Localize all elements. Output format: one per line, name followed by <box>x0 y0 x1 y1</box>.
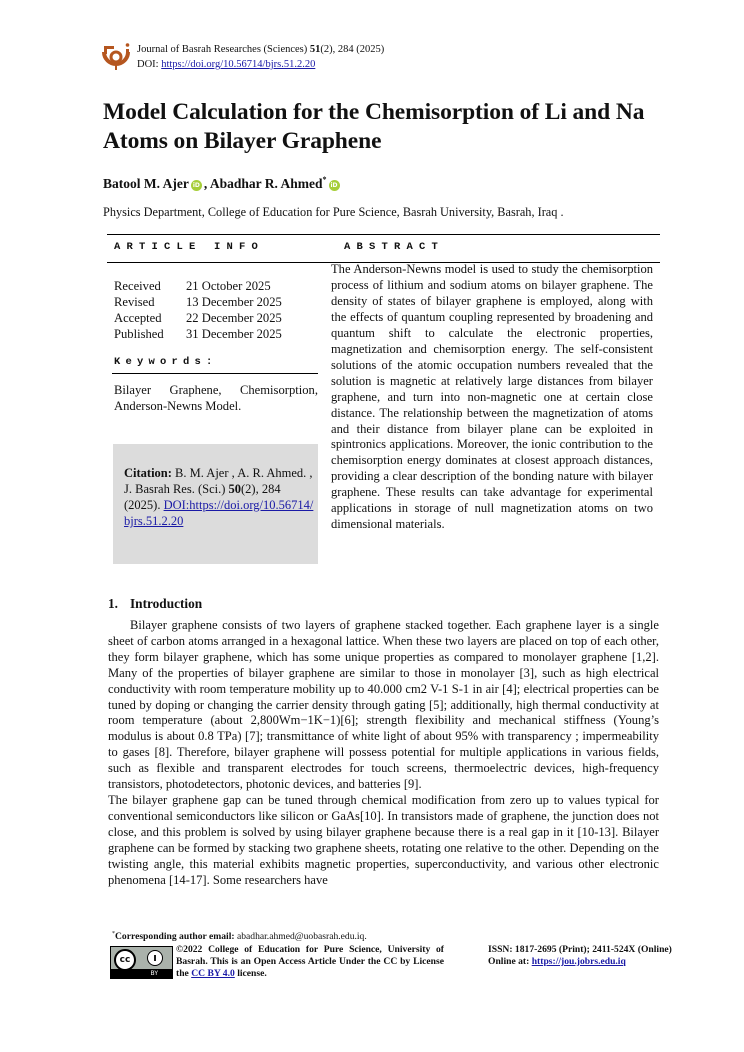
cc-badge-strip <box>111 969 172 978</box>
author-list <box>103 172 342 192</box>
citation-issue: (2), 284 (2025). <box>124 482 281 512</box>
date-label: Received <box>114 279 161 293</box>
issn-block <box>488 944 672 968</box>
date-row <box>114 310 282 326</box>
license-text <box>176 944 444 980</box>
date-label: Published <box>114 327 164 341</box>
doi-line <box>137 58 315 72</box>
date-row <box>114 326 282 342</box>
corresponding-mark: * <box>112 931 115 937</box>
keywords-divider <box>112 373 318 374</box>
author-name: Abadhar R. Ahmed <box>209 176 323 191</box>
corresponding-author <box>112 931 367 942</box>
by-label: BY <box>150 970 158 977</box>
date-label: Accepted <box>114 311 162 325</box>
corresponding-label: Corresponding author email: <box>115 931 235 943</box>
date-row <box>114 294 282 310</box>
abstract-heading: ABSTRACT <box>344 241 445 253</box>
online-link[interactable]: https://jou.jobrs.edu.iq <box>531 956 626 967</box>
paper-title: Model Calculation for the Chemisorption of Li and Na Atoms on Bilayer Graphene <box>103 99 645 154</box>
affiliation: Physics Department, College of Education for Pure Science, Basrah University, Basrah, Iraq . <box>103 205 564 219</box>
journal-citation-line <box>137 43 384 57</box>
orcid-icon[interactable]: iD <box>330 182 338 189</box>
paragraph: The bilayer graphene gap can be tuned through chemical modification from zero up to values typical for conventional semiconductors like silicon or GaAs[10]. In transistors made of graphene, the junction does not close, and this problem is solved by using bilayer graphene because there is a real gap in it [10-13]. Bilayer graphene can be formed by stacking two graphene sheets, rotating one relative to the other. Depending on the twisting angle, this material exhibits magnetic properties, superconductivity, and various other electronic phenomena [14-17]. Some researchers have <box>108 792 659 887</box>
section-heading <box>108 596 202 612</box>
article-dates <box>114 278 282 342</box>
online-label: Online at: <box>488 956 532 967</box>
doi-label: DOI: <box>137 59 162 70</box>
cc-by-license-icon[interactable] <box>110 946 173 979</box>
license-prefix: ©2022 College of Education for Pure Science, University of Basrah. This is an Open Access Article Under the CC by License the <box>176 944 444 979</box>
citation-doi-link[interactable]: DOI:https://doi.org/10.56714/bjrs.51.2.20 <box>124 498 314 528</box>
keywords-heading: Keywords: <box>114 356 218 368</box>
keywords-text: Bilayer Graphene, Chemisorption, Anderson-Newns Model. <box>114 383 318 413</box>
citation-label: Citation: <box>124 466 172 480</box>
attribution-person-icon: ı <box>147 950 163 966</box>
section-number: 1. <box>108 596 118 611</box>
date-label: Revised <box>114 295 155 309</box>
author-name: Batool M. Ajer <box>103 176 189 191</box>
citation-box <box>113 444 318 564</box>
doi-link[interactable]: https://doi.org/10.56714/bjrs.51.2.20 <box>161 59 316 70</box>
citation-volume: 50 <box>228 482 241 496</box>
introduction-body <box>108 618 659 888</box>
orcid-icon[interactable]: iD <box>192 182 200 189</box>
date-value: 13 December 2025 <box>186 295 282 309</box>
divider <box>107 234 660 235</box>
date-value: 31 December 2025 <box>186 327 282 341</box>
license-link[interactable]: CC BY 4.0 <box>191 968 235 979</box>
citation-text <box>124 465 314 529</box>
journal-name: Journal of Basrah Researches (Sciences) <box>137 44 310 55</box>
journal-volume: 51 <box>309 44 321 55</box>
date-row <box>114 278 282 294</box>
cc-icon: cc <box>114 949 136 971</box>
article-info-heading: ARTICLE INFO <box>114 241 265 253</box>
author-separator: , <box>203 176 210 191</box>
paragraph: Bilayer graphene consists of two layers of graphene stacked together. Each graphene layer is a single sheet of carbon atoms arranged in a hexagonal lattice. When these two layers are placed on top of each other, they form bilayer graphene, which has some unique properties as compared to monolayer graphene [1,2]. Many of the properties of bilayer graphene are similar to those in monolayer [3], such as high electrical conductivity with room temperature mobility up to 40.000 cm2 V-1 S-1 in air [4]; electrical properties can be tuned by doping or changing the carrier density through gating [5]; additionally, high thermal conductivity at room temperature (about 2,800Wm−1K−1)[6]; strength flexibility and mechanical stiffness (Young’s modulus is about 0.8 TPa) [7]; transmittance of white light of about 95% with transparency ; impermeability to gases [8]. Therefore, bilayer graphene will possess potential for multiple applications in various fields, such as flexible and transparent electrodes for touch screens, thermoelectric devices, high-frequency transistors, photodetectors, photonic devices, and batteries [9]. <box>108 618 659 792</box>
date-value: 21 October 2025 <box>186 279 271 293</box>
journal-issue: (2), 284 (2025) <box>320 44 385 55</box>
section-title: Introduction <box>130 596 203 611</box>
corresponding-email[interactable]: abadhar.ahmed@uobasrah.edu.iq. <box>234 931 367 943</box>
abstract-text: The Anderson-Newns model is used to study the chemisorption process of lithium and sodium atoms on bilayer graphene. The density of states of bilayer graphene is employed, along with the effects of quantum coupling represented by broadening and quantum shift to calculate the electronic properties, magnetization and chemisorption energy. The self-consistent solutions of the atomic occupation numbers revealed that the solution is magnetic at relatively large distances from bilayer graphene, and turn into non-magnetic one at certain close distance. The relationship between the magnetization of atoms and their distance from bilayer plane can be exploited in spintronics applications. Moreover, the ionic contribution to the chemisorption energy dominates at closest approach distances, providing a clear description of the bonding nature with bilayer graphene. These results can take advantage for experimental applications in storage of null magnetization atoms on two dimensional materials. <box>331 262 653 532</box>
date-value: 22 December 2025 <box>186 311 282 325</box>
citation-authors: B. M. Ajer , A. R. Ahmed. , J. Basrah Res. (Sci.) <box>124 466 313 496</box>
issn-text: ISSN: 1817-2695 (Print); 2411-524X (Online) <box>488 944 672 955</box>
corresponding-mark: * <box>322 175 327 184</box>
journal-logo <box>101 42 133 72</box>
license-suffix: license. <box>234 968 267 979</box>
online-at <box>488 956 672 968</box>
